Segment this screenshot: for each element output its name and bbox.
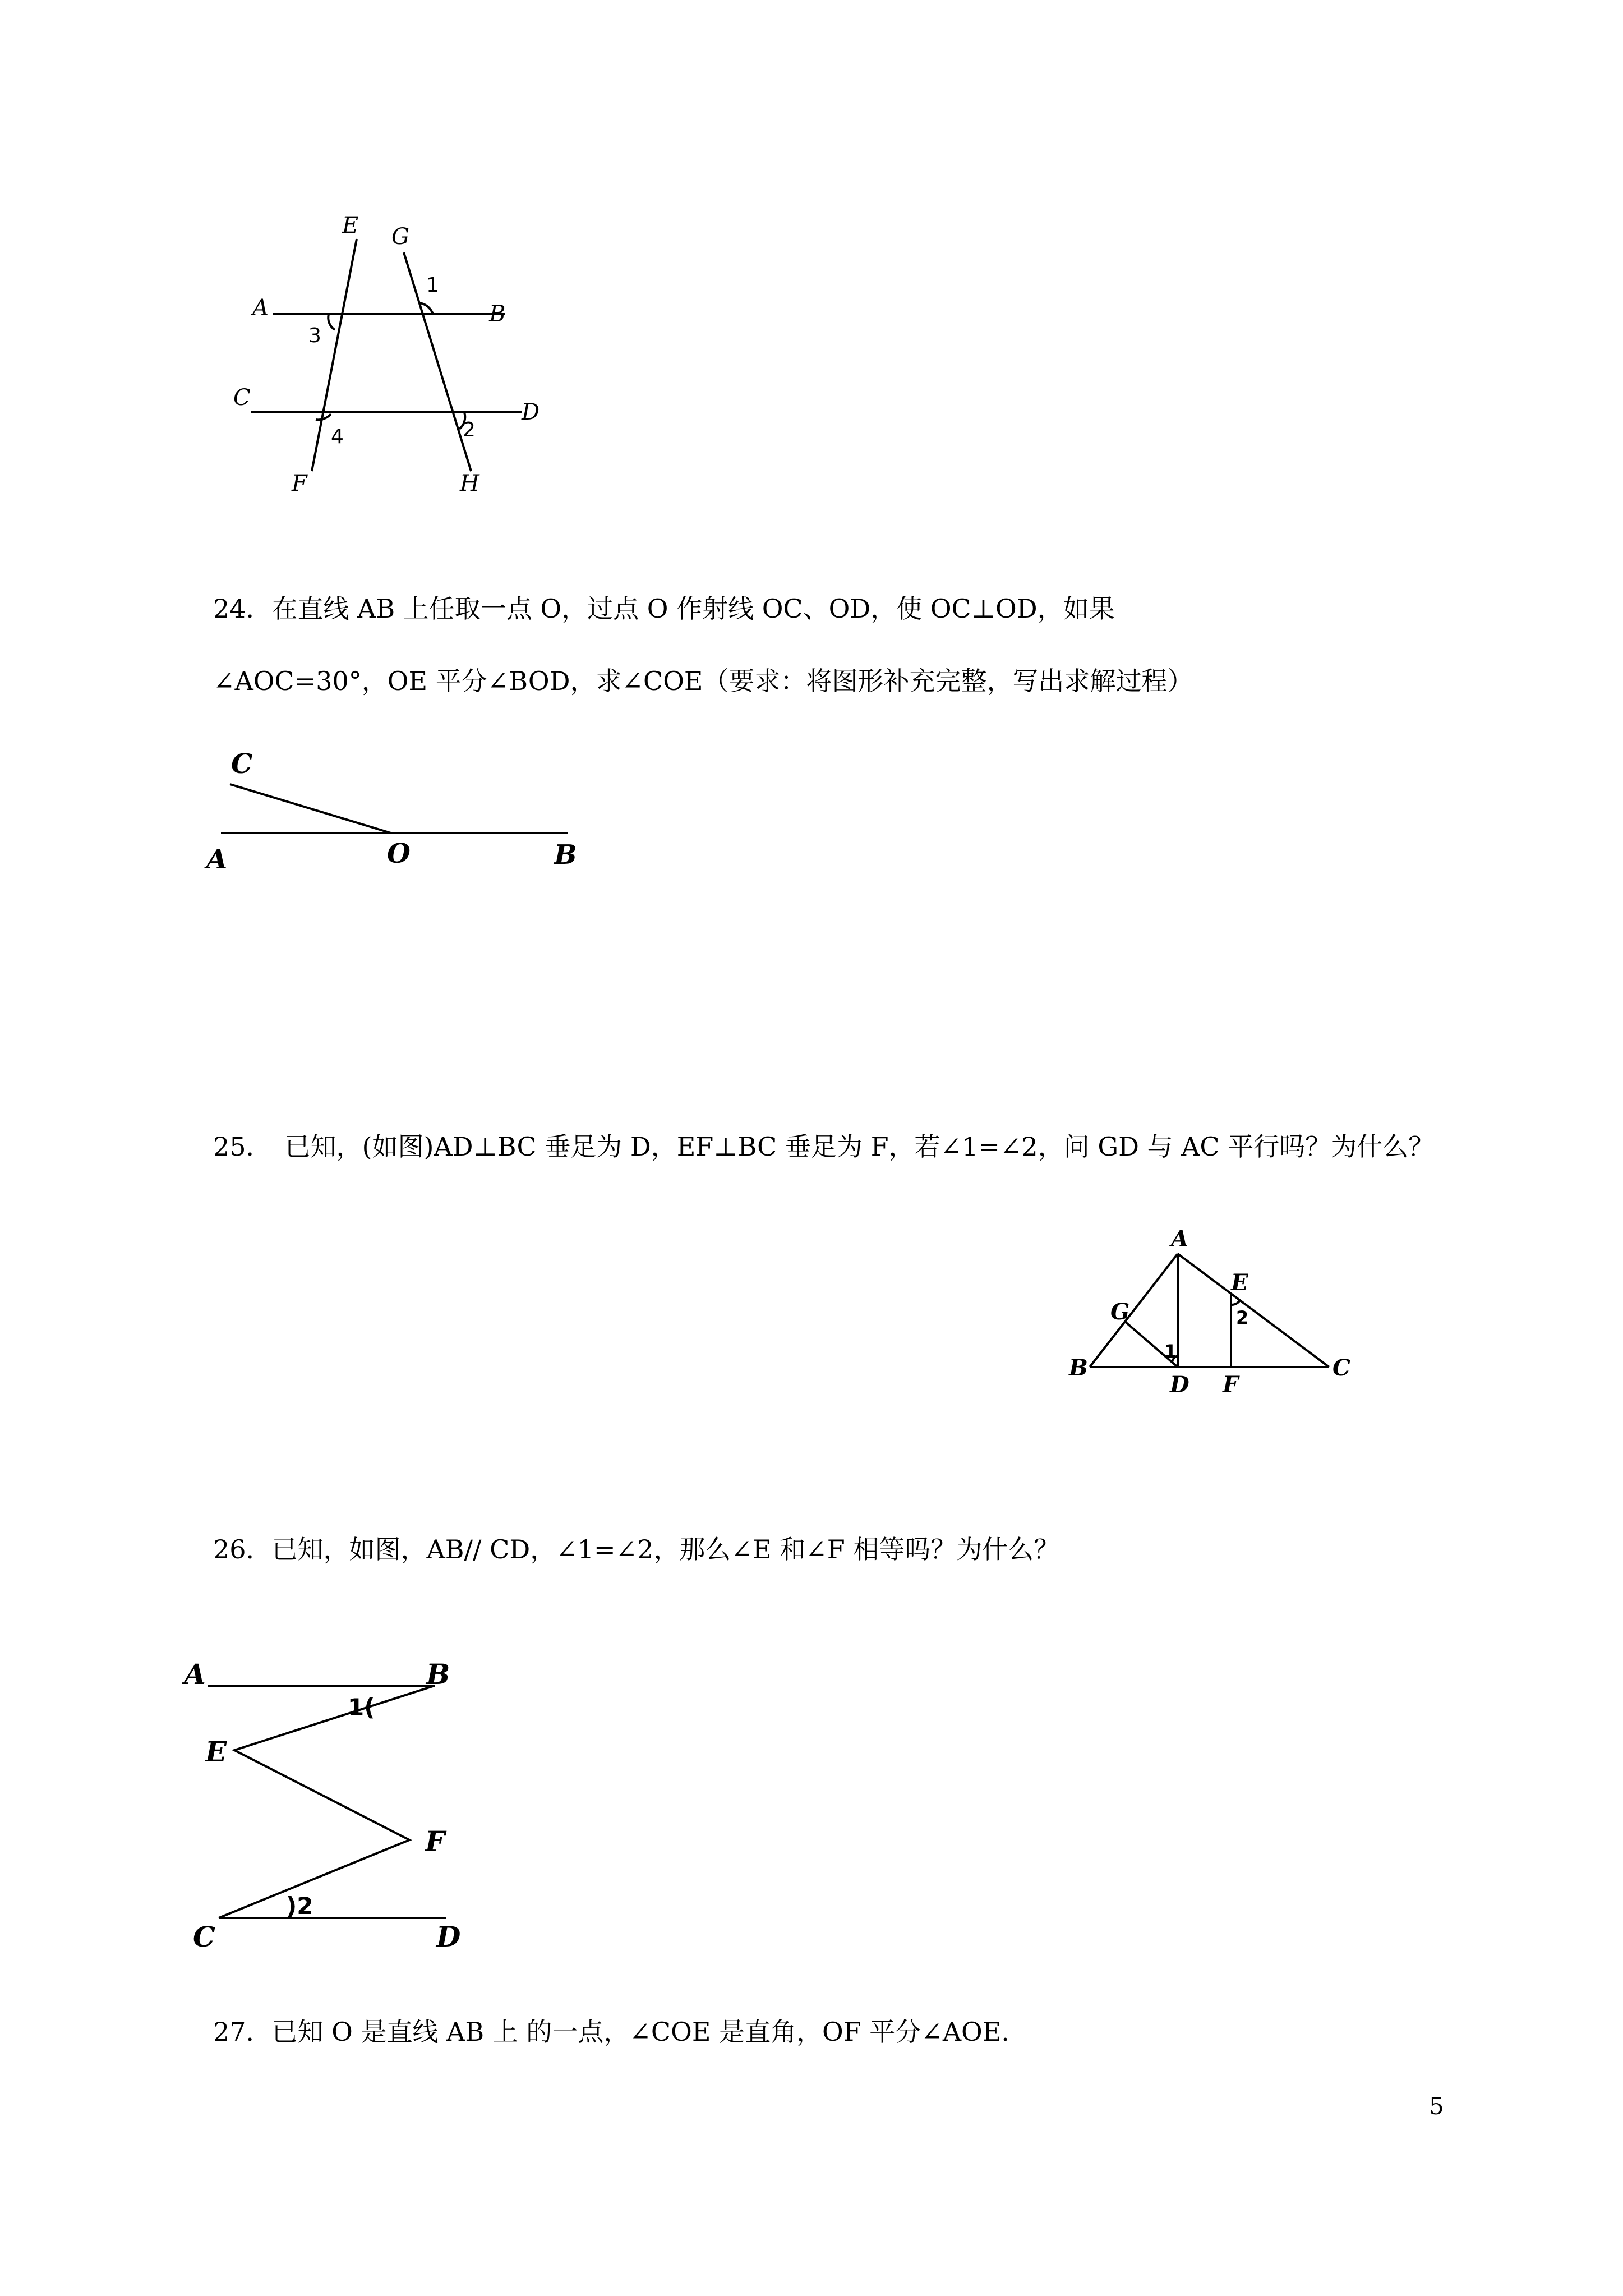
question-27: 27．已知 O 是直线 AB 上 的一点，∠COE 是直角，OF 平分∠AOE.: [213, 2017, 1009, 2047]
label-angle-1: 1(: [348, 1694, 375, 1721]
label-d: D: [436, 1920, 461, 1953]
label-c: C: [233, 385, 251, 411]
label-f: F: [292, 471, 307, 496]
label-e: E: [205, 1735, 227, 1768]
page-number: 5: [1429, 2092, 1444, 2120]
label-angle-1: 1: [1164, 1341, 1177, 1362]
label-a: A: [206, 844, 228, 875]
label-f: F: [425, 1825, 445, 1858]
figure-q24-ray: [191, 740, 594, 886]
label-a: A: [184, 1658, 206, 1691]
label-angle-4: 4: [331, 425, 344, 448]
label-b: B: [554, 839, 577, 871]
arc-angle-2: [1231, 1300, 1240, 1305]
figure-q25-triangle: [1054, 1223, 1368, 1408]
label-b: B: [1069, 1355, 1088, 1381]
label-d: D: [522, 399, 540, 425]
label-angle-2: 2: [463, 418, 476, 441]
polyline-befc: [219, 1686, 435, 1918]
question-26: 26．已知，如图，AB// CD，∠1=∠2，那么∠E 和∠F 相等吗？为什么？: [213, 1534, 1060, 1565]
label-a: A: [1171, 1226, 1189, 1252]
question-24-line-2: ∠AOC=30°，OE 平分∠BOD，求∠COE（要求：将图形补充完整，写出求解过程）: [213, 666, 1193, 696]
label-c: C: [193, 1920, 215, 1953]
label-a: A: [252, 295, 269, 321]
label-b: B: [489, 301, 506, 327]
question-24-line-1: 24．在直线 AB 上任取一点 O，过点 O 作射线 OC、OD，使 OC⊥OD，如果: [213, 593, 1115, 624]
question-25: 25． 已知，(如图)AD⊥BC 垂足为 D，EF⊥BC 垂足为 F，若∠1=∠2，问 GD 与 AC 平行吗？为什么？: [213, 1131, 1435, 1162]
label-o: O: [387, 838, 411, 869]
figure-q26-zigzag: [179, 1644, 527, 1958]
label-angle-1: 1: [426, 274, 439, 297]
ray-oc: [230, 784, 391, 833]
label-angle-2: 2: [1236, 1307, 1249, 1328]
line-ac: [1178, 1254, 1329, 1367]
label-h: H: [460, 471, 479, 496]
label-g: G: [391, 224, 409, 250]
label-b: B: [426, 1658, 450, 1691]
label-g: G: [1110, 1299, 1130, 1325]
label-e: E: [342, 213, 359, 238]
figure-parallel-transversals: [224, 208, 583, 510]
label-e: E: [1231, 1269, 1248, 1296]
arc-angle-3: [328, 314, 335, 330]
label-d: D: [1170, 1372, 1189, 1398]
label-c: C: [1332, 1355, 1350, 1381]
label-angle-3: 3: [308, 324, 321, 347]
label-f: F: [1223, 1372, 1239, 1398]
label-angle-2: )2: [286, 1892, 313, 1920]
label-c: C: [231, 748, 253, 780]
